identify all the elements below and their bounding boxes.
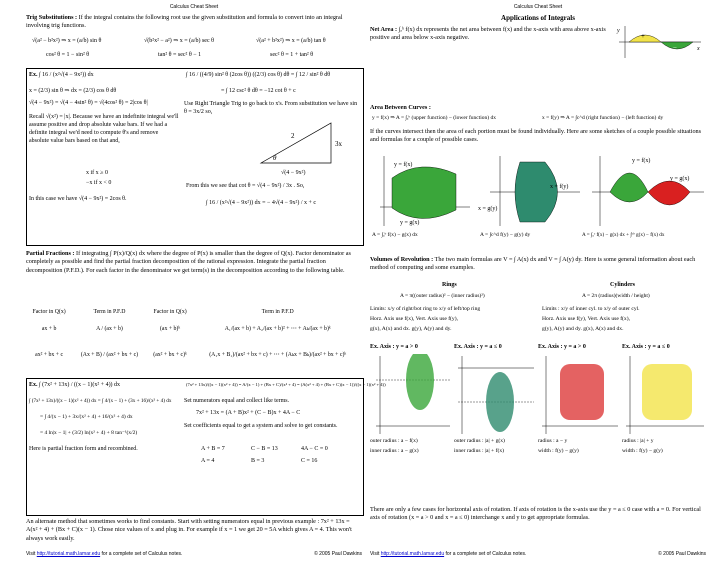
cylinders-formula: A = 2π (radius)(width / height) <box>582 293 650 299</box>
vol3-solid <box>560 364 604 420</box>
area-formula-x: y = f(x) ⇒ A = ∫ₐᵇ (upper function) − (lower function) dx <box>372 115 497 121</box>
trig-sub-2: √(b²x² − a²) ⇒ x = (a/b) sec θ <box>144 38 215 44</box>
volume-example-1-title: Ex. Axis : y = a > 0 <box>370 344 418 350</box>
footer-copyright: © 2005 Paul Dawkins <box>658 551 706 557</box>
example-2-step-2: = ∫ 4/(x − 1) + 3x/(x² + 4) + 16/(x² + 4) dx <box>40 414 133 420</box>
net-area-text: ∫ₐᵇ f(x) dx represents the net area between f(x) and the x-axis with area above x-axis positive and area below x-axis negative. <box>370 26 606 42</box>
pfd-header-cell: Term in P.F.D <box>261 309 294 315</box>
triangle-angle-label: θ <box>273 154 277 162</box>
vol1-solid <box>406 354 434 410</box>
partial-fractions-title: Partial Fractions : <box>26 250 75 257</box>
triangle-hyp-label: 2 <box>291 132 295 140</box>
coef-sol-1: A = 4 <box>201 458 215 464</box>
trig-sub-section <box>26 14 362 31</box>
area-between-text: If the curves intersect then the area of each portion must be found individually. Here are some sketches of a couple possible situations and formulas for a couple of possible cases. <box>370 128 702 144</box>
x-axis-label: x <box>697 46 700 52</box>
pfd-cell: (A₁x + B₁)/(ax² + bx + c) + ⋯ + (Aₖx + Bₖ)/(ax² + bx + c)ᵏ <box>209 352 347 358</box>
triangle-adj-label: √(4 − 9x²) <box>281 170 306 176</box>
volume-example-4-line-2: width : f(y) − g(y) <box>622 448 663 454</box>
footer-prefix: Visit <box>26 551 37 557</box>
rings-axis-2: g(x), A(x) and dx. g(y), A(y) and dy. <box>370 326 452 332</box>
example-1-integral: ∫ 16 / (x²√(4 − 9x²)) dx <box>39 72 94 78</box>
section-title: Applications of Integrals <box>501 14 575 22</box>
cylinders-limits: Limits : x/y of inner cyl. to x/y of outer cyl. <box>542 306 640 312</box>
volume-example-3-line-2: width : f(y) − g(y) <box>538 448 579 454</box>
example-1-sub: x = (2/3) sin θ ⇒ dx = (2/3) cos θ dθ <box>29 88 117 94</box>
volumes-text: The two main formulas are V = ∫ A(x) dx and V = ∫ A(y) dy. Here is some general information about each method of computing and some examples. <box>370 256 696 272</box>
coef-eq-3: 4A − C = 0 <box>301 446 328 452</box>
abs-case-2: −x if x < 0 <box>86 180 112 186</box>
right-page <box>370 0 706 563</box>
pfd-header-cell: Factor in Q(x) <box>153 309 187 315</box>
graph2-left-label: x = g(y) <box>478 206 498 212</box>
example-2-heading <box>29 382 120 388</box>
area-result-2: A = ∫c^d f(y) − g(y) dy <box>480 232 531 238</box>
page-header: Calculus Cheat Sheet <box>513 4 563 10</box>
closing-note: There are only a few cases for horizontal axis of rotation. If axis of rotation is the x-axis use the y = a ≤ 0 case with a = 0. For vertical axis of rotation (x = a > 0 and x = a ≤ 0) interchange x and y to get appropriate formulas. <box>370 506 701 522</box>
example-1-cot: From this we see that cot θ = √(4 − 9x²) / 3x . So, <box>186 183 305 189</box>
example-2-expanded: 7x² + 13x = (A + B)x² + (C − B)x + 4A − C <box>196 410 301 416</box>
pfd-cell: (ax + b)ᵏ <box>159 326 181 332</box>
y-axis-label: y <box>617 28 620 34</box>
pfd-cell: ax + b <box>41 326 57 332</box>
trig-identity-1: cos² θ = 1 − sin² θ <box>46 52 90 58</box>
coef-eq-2: C − B = 13 <box>251 446 278 452</box>
coef-sol-3: C = 16 <box>301 458 318 464</box>
pfd-table <box>26 308 362 368</box>
volume-example-2-line-2: inner radius : |a| + f(x) <box>454 448 504 454</box>
pfd-cell: (Ax + B) / (ax² + bx + c) <box>80 352 139 358</box>
volume-example-4-title: Ex. Axis : y = a ≤ 0 <box>622 344 670 350</box>
example-1-result: ∫ 16 / (x²√(4 − 9x²)) dx = − 4√(4 − 9x²) / x + c <box>206 200 317 206</box>
positive-area <box>629 35 661 42</box>
graph2-region <box>515 162 558 222</box>
volume-example-3-title: Ex. Axis : y = a > 0 <box>538 344 586 350</box>
pfd-cell: A / (ax + b) <box>96 326 123 332</box>
pfd-table-header <box>26 308 362 316</box>
volume-example-1-line-1: outer radius : a − f(x) <box>370 438 418 444</box>
example-1-back-sub: Use Right Triangle Trig to go back to x's. From substitution we have sin θ = 3x/2 so, <box>184 101 358 116</box>
pfd-table-row <box>26 342 362 368</box>
example-1-step-2: = ∫ 12 csc² θ dθ = −12 cot θ + c <box>221 88 296 94</box>
partial-fractions-section <box>26 250 362 275</box>
graph3-top-label: y = f(x) <box>632 158 651 164</box>
footer-suffix: for a complete set of Calculus notes. <box>444 551 527 557</box>
rings-axis-1: Horz. Axis use f(x), Vert. Axis use f(y), <box>370 316 458 322</box>
example-1-recall: Recall √(x²) = |x|. Because we have an indefinite integral we'll assume positive and drop absolute value bars. If we had a definite integral we'd need to compute θ's and remove absolute value bars based on that and, <box>29 114 179 145</box>
example-2-system: Set coefficients equal to get a system and solve to get constants. <box>184 423 338 429</box>
vol4-solid <box>642 364 692 420</box>
graph2-right-label: x = f(y) <box>550 184 569 190</box>
graph1-region <box>392 167 456 219</box>
minus-sign: − <box>673 44 677 52</box>
plus-sign: + <box>641 32 645 40</box>
example-2-step-1: ∫ (7x² + 13x)/((x − 1)(x² + 4)) dx = ∫ 4/(x − 1) + (3x + 16)/(x² + 4) dx <box>29 398 172 404</box>
trig-identity-3: sec² θ = 1 + tan² θ <box>270 52 314 58</box>
graph3-region-2 <box>648 181 690 205</box>
volume-example-4-line-1: radius : |a| + y <box>622 438 654 444</box>
pfd-header-cell: Factor in Q(x) <box>32 309 66 315</box>
trig-sub-1: √(a² − b²x²) ⇒ x = (a/b) sin θ <box>32 38 102 44</box>
graph3-bottom-label: y = g(x) <box>670 176 690 182</box>
volume-example-2-title: Ex. Axis : y = a ≤ 0 <box>454 344 502 350</box>
example-1-step-1: ∫ 16 / ((4/9) sin² θ (2cos θ)) ((2/3) cos θ) dθ = ∫ 12 / sin² θ dθ <box>186 72 331 78</box>
alternate-method-text: An alternate method that sometimes works to find constants. Start with setting numerators equal in previous example : 7x² + 13x = A(x² + 4) + (Bx + C)(x − 1). Chose nice values of x and plug in. For example if x = 1 we get 20 = 5A which gives A = 4. This won't always work easily. <box>26 518 352 542</box>
trig-sub-intro: If the integral contains the following root use the given substitution and formula to convert into an integral involving trig functions. <box>26 14 343 30</box>
cylinders-axis-2: g(y), A(y) and dy. g(x), A(x) and dx. <box>542 326 624 332</box>
area-formula-y: x = f(y) ⇒ A = ∫c^d (right function) − (left function) dy <box>542 115 664 121</box>
area-result-1: A = ∫ₐᵇ f(x) − g(x) dx <box>372 232 418 238</box>
example-2-integral: ∫ (7x² + 13x) / ((x − 1)(x² + 4)) dx <box>39 382 121 388</box>
example-1-conclusion: In this case we have √(4 − 9x²) = 2cos θ. <box>29 196 127 202</box>
net-area-label: Net Area : <box>370 26 398 33</box>
vol2-solid <box>486 372 514 432</box>
pfd-cell: ax² + bx + c <box>35 352 64 358</box>
trig-sub-title: Trig Substitutions : <box>26 14 78 21</box>
triangle-shape <box>261 123 331 163</box>
example-2-pfd-form: (7x² + 13x)/((x − 1)(x² + 4)) = A/(x − 1) + (Bx + C)/(x² + 4) = (A(x² + 4) + (Bx + C)(x − 1))/((x − 1)(x² + 4)) <box>186 382 386 387</box>
pfd-table-row <box>26 316 362 342</box>
area-between-label: Area Between Curves : <box>370 104 431 111</box>
coef-sol-2: B = 3 <box>251 458 265 464</box>
coef-eq-1: A + B = 7 <box>201 446 225 452</box>
footer-link[interactable]: http://tutorial.math.lamar.edu <box>380 551 445 557</box>
example-1-root: √(4 − 9x²) = √(4 − 4sin² θ) = √(4cos² θ) = 2|cos θ| <box>29 100 148 106</box>
volumes-label: Volumes of Revolution : <box>370 256 434 263</box>
example-2-note: Here is partial fraction form and recombined. <box>29 446 138 452</box>
footer-link[interactable]: http://tutorial.math.lamar.edu <box>36 551 101 557</box>
trig-sub-3: √(a² + b²x²) ⇒ x = (a/b) tan θ <box>256 38 326 44</box>
footer-prefix: Visit <box>370 551 381 557</box>
volume-example-graphs <box>370 354 706 436</box>
example-1-label: Ex. <box>29 72 38 78</box>
footer-suffix: for a complete set of Calculus notes. <box>100 551 183 557</box>
area-between-graphs <box>370 152 706 228</box>
partial-fractions-text: If integrating ∫ P(x)/Q(x) dx where the degree of P(x) is smaller than the degree of Q(x). Factor denominator as completely as possible and find the partial fraction decomposition of the rational expression. Integrate the partial fraction decomposition (P.F.D.). For each factor in the denominator we get term(s) in the decomposition according to the following table. <box>26 250 351 274</box>
graph1-top-label: y = f(x) <box>394 162 413 168</box>
net-area-graph <box>615 24 705 60</box>
abs-case-1: x if x ≥ 0 <box>86 170 108 176</box>
area-between-section <box>370 104 706 112</box>
cylinders-heading: Cylinders <box>610 282 636 288</box>
cylinders-axis-1: Horz. Axis use f(y), Vert. Axis use f(x), <box>542 316 630 322</box>
volume-example-3-line-1: radius : a − y <box>538 438 568 444</box>
pfd-cell: (ax² + bx + c)ᵏ <box>153 352 187 358</box>
right-triangle-diagram <box>251 118 351 178</box>
net-area-section <box>370 26 610 43</box>
graph1-bottom-label: y = g(x) <box>400 220 420 226</box>
area-result-3: A = ∫ₐᶜ f(x) − g(x) dx + ∫ᶜᵇ g(x) − f(x) dx <box>582 232 665 238</box>
volume-example-2-line-1: outer radius : |a| + g(x) <box>454 438 505 444</box>
example-1-heading <box>29 72 94 78</box>
rings-limits: Limits: x/y of right/bot ring to x/y of left/top ring <box>370 306 481 312</box>
volumes-section <box>370 256 706 273</box>
right-footer <box>370 551 706 557</box>
volume-example-1-line-2: inner radius : a − g(x) <box>370 448 419 454</box>
example-2-collect: Set numerators equal and collect like terms. <box>184 398 290 404</box>
pfd-cell: A₁/(ax + b) + A₂/(ax + b)² + ⋯ + Aₖ/(ax + b)ᵏ <box>224 326 331 332</box>
rings-formula: A = π((outer radius)² − (inner radius)²) <box>400 293 485 299</box>
example-2-step-3: = 4 ln|x − 1| + (3/2) ln(x² + 4) + 8 tan⁻¹(x/2) <box>40 430 138 436</box>
example-2-label: Ex. <box>29 382 38 388</box>
triangle-opp-label: 3x <box>335 140 342 148</box>
trig-identity-2: tan² θ = sec² θ − 1 <box>158 52 202 58</box>
rings-heading: Rings <box>442 282 457 288</box>
left-footer <box>26 551 362 557</box>
negative-area <box>661 42 693 49</box>
pfd-header-cell: Term in P.F.D <box>93 309 126 315</box>
graph3-region-1 <box>610 173 648 202</box>
footer-copyright: © 2005 Paul Dawkins <box>314 551 362 557</box>
page-header: Calculus Cheat Sheet <box>169 4 219 10</box>
